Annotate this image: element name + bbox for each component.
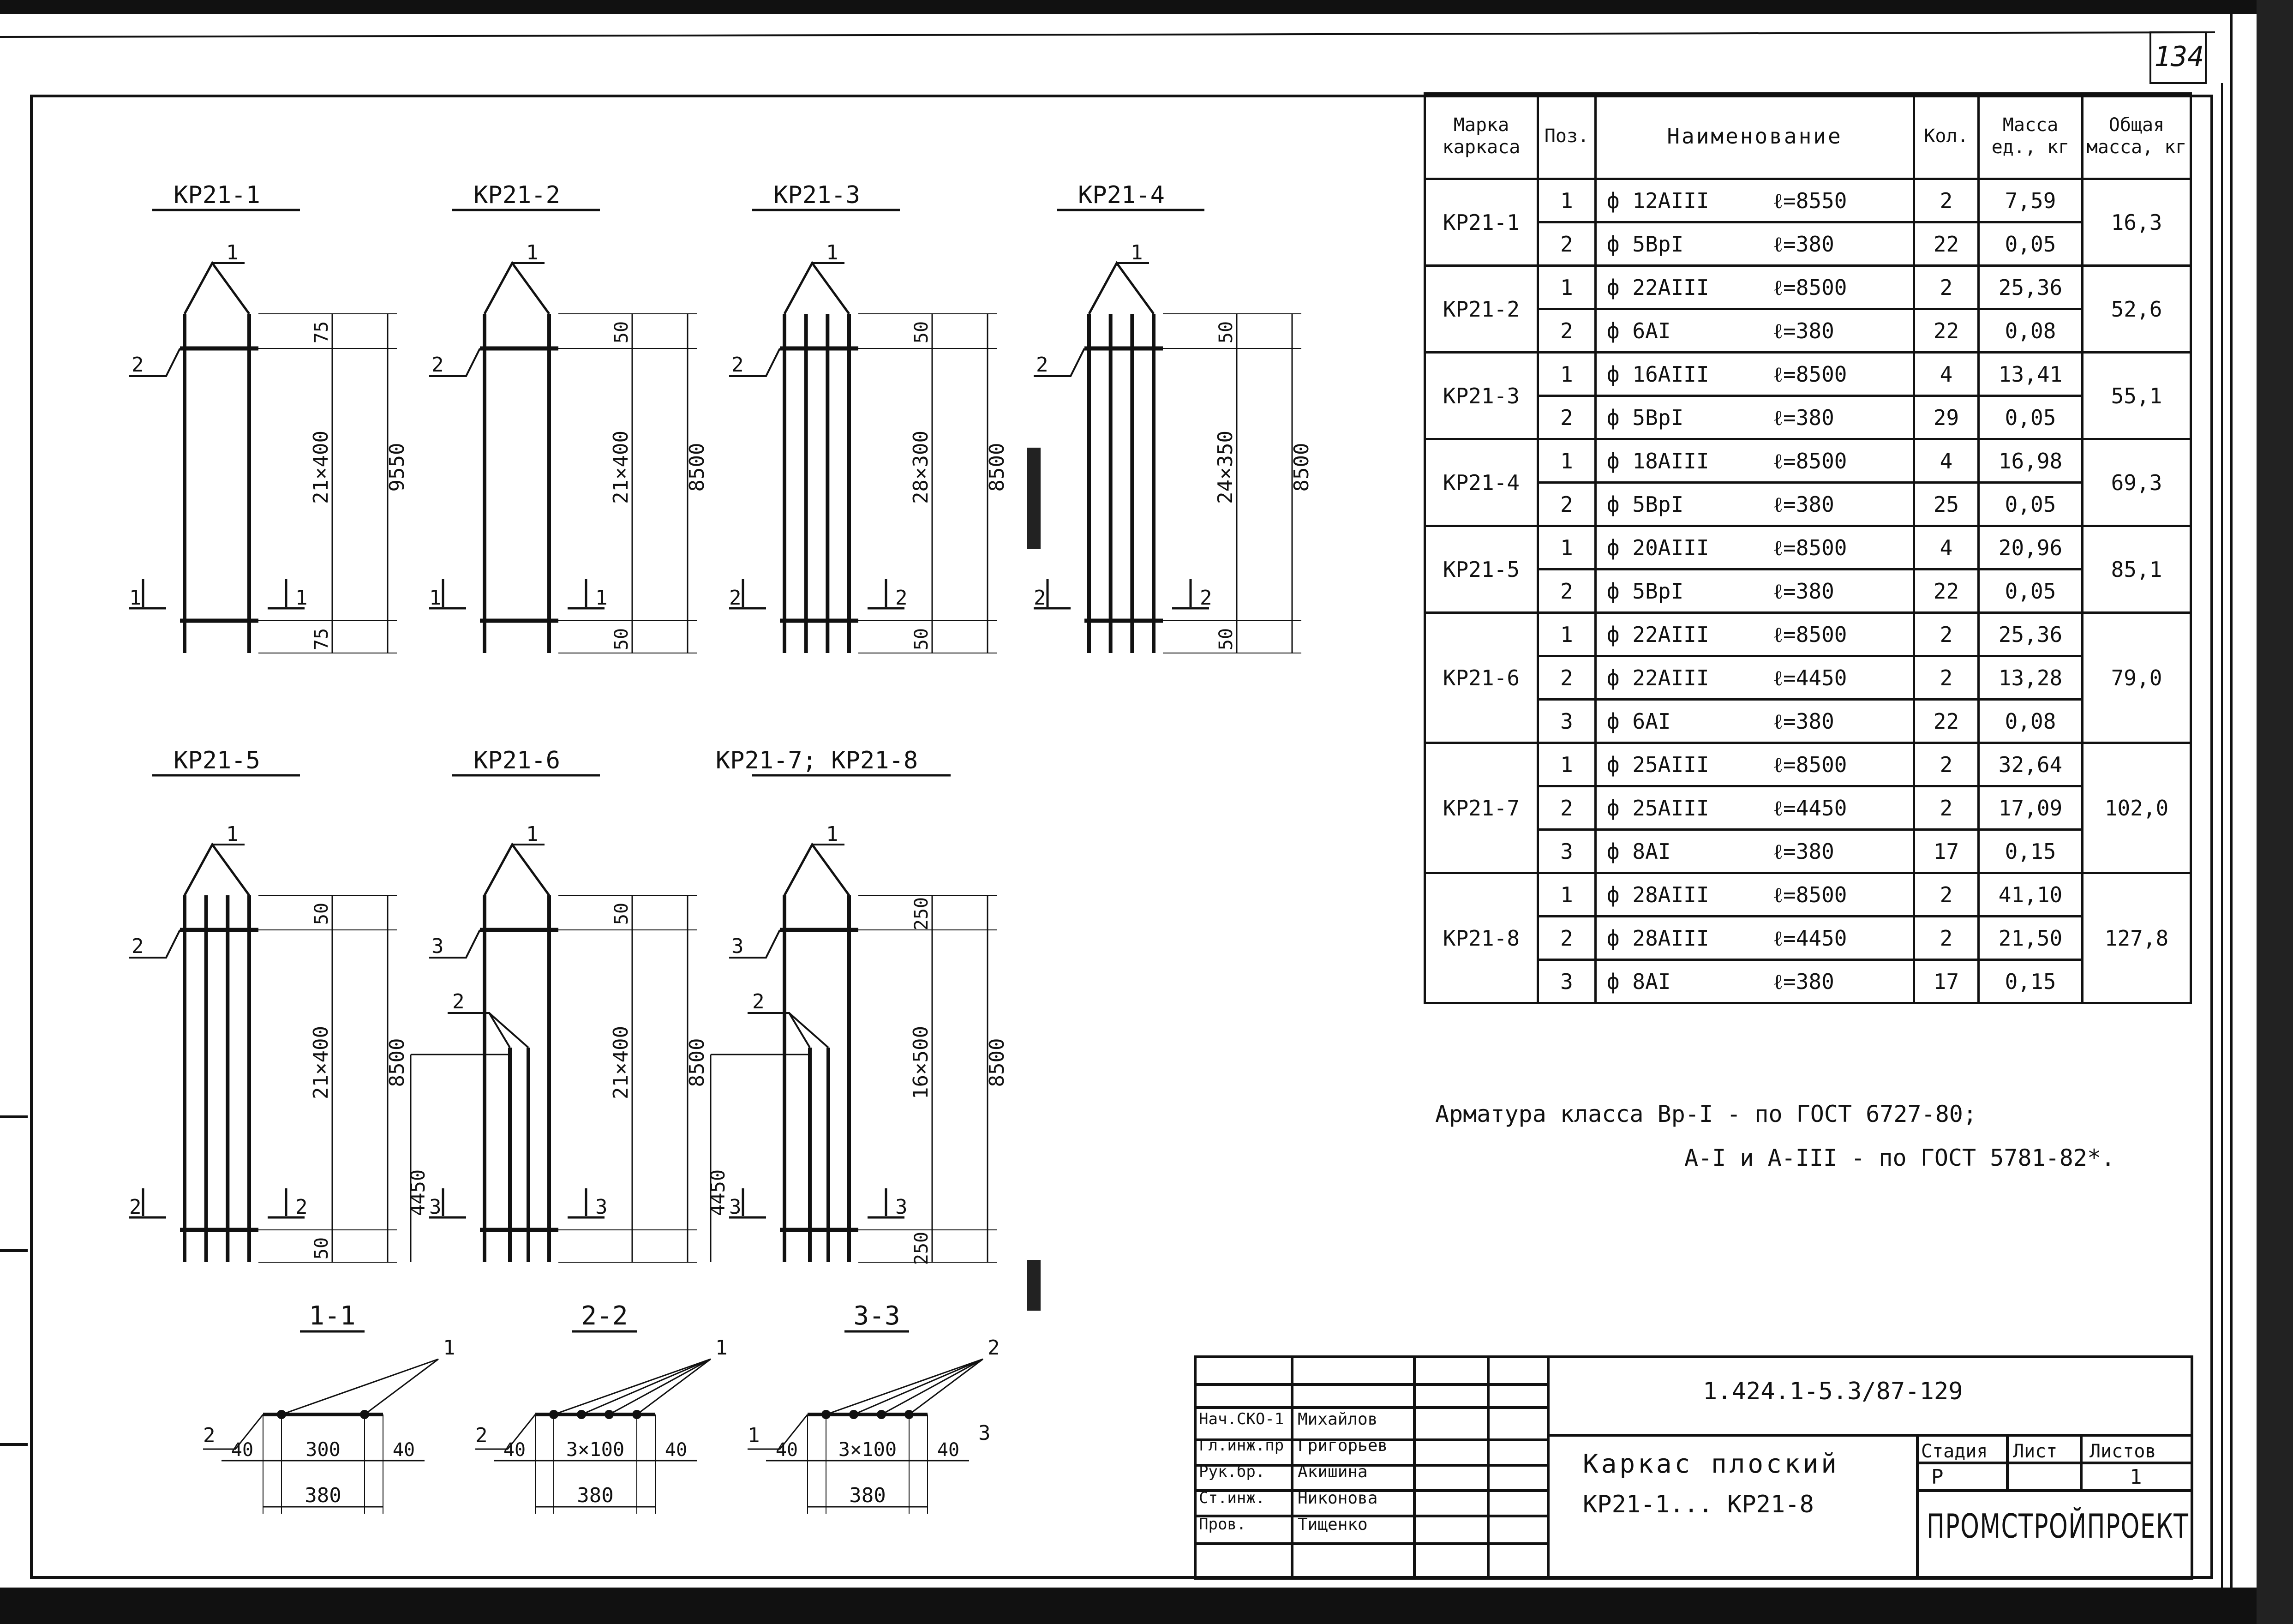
doc-title-2: КР21-1... КР21-8 xyxy=(1583,1491,1814,1518)
dim-mid: 300 xyxy=(305,1438,341,1461)
signer-role: Гл.инж.пр xyxy=(1199,1436,1284,1455)
cell-unit-mass: 0,15 xyxy=(1979,960,2083,1003)
bar-length: ℓ=8500 xyxy=(1773,535,1847,560)
dim-mid: 3×100 xyxy=(838,1438,897,1461)
bar-designation: ф 22АIII xyxy=(1607,622,1709,647)
cell-qty: 2 xyxy=(1914,656,1979,700)
dim-top: 50 xyxy=(611,321,632,344)
section-mark-left: 2 xyxy=(729,586,742,610)
cell-qty: 22 xyxy=(1914,569,1979,613)
label-crossbar: 2 xyxy=(1036,353,1048,377)
signer-name: Акишина xyxy=(1298,1462,1368,1481)
cell-pos: 2 xyxy=(1538,222,1596,266)
bar-length: ℓ=380 xyxy=(1773,231,1834,257)
cell-pos: 2 xyxy=(1538,786,1596,830)
dim-right: 40 xyxy=(665,1439,688,1461)
label-crossbar: 3 xyxy=(731,935,744,958)
dim-top: 50 xyxy=(911,321,932,344)
frame-title: КР21-7; КР21-8 xyxy=(715,747,918,774)
label-crossbar: 2 xyxy=(731,353,744,377)
cell-qty: 22 xyxy=(1914,222,1979,266)
section-title: 1-1 xyxy=(309,1301,356,1331)
label-a: 2 xyxy=(988,1336,1000,1360)
cell-total-mass: 69,3 xyxy=(2083,439,2191,526)
label-b: 2 xyxy=(475,1424,488,1447)
bar-length: ℓ=380 xyxy=(1773,491,1834,517)
cell-pos: 2 xyxy=(1538,656,1596,700)
bar-length: ℓ=8500 xyxy=(1773,361,1847,387)
section-mark-left: 1 xyxy=(129,586,142,610)
dim-bottom: 250 xyxy=(911,1231,932,1265)
dim-middle: 21×400 xyxy=(309,1026,333,1099)
section-mark-left: 3 xyxy=(729,1195,742,1219)
cell-pos: 1 xyxy=(1538,353,1596,396)
bar-length: ℓ=8500 xyxy=(1773,622,1847,647)
bar-designation: ф 5ВрI xyxy=(1607,491,1684,517)
cell-unit-mass: 25,36 xyxy=(1979,613,2083,656)
cell-qty: 17 xyxy=(1914,830,1979,873)
bar-designation: ф 22АIII xyxy=(1607,275,1709,300)
col-header-mark: Марка каркаса xyxy=(1425,94,1538,179)
dim-total: 380 xyxy=(577,1484,614,1507)
cell-unit-mass: 25,36 xyxy=(1979,266,2083,309)
bar-length: ℓ=8550 xyxy=(1773,188,1847,213)
bar-length: ℓ=380 xyxy=(1773,405,1834,430)
section-title: 3-3 xyxy=(853,1301,900,1331)
dim-4450: 4450 xyxy=(407,1169,429,1216)
cell-qty: 2 xyxy=(1914,873,1979,917)
label-b: 1 xyxy=(748,1424,760,1447)
label-pos-2: 2 xyxy=(752,990,765,1013)
dim-bottom: 50 xyxy=(311,1237,332,1260)
dim-bottom: 50 xyxy=(611,628,632,651)
dim-bottom: 50 xyxy=(1215,628,1237,651)
col-header-pos: Поз. xyxy=(1538,94,1596,179)
cell-mark: КР21-4 xyxy=(1425,439,1538,526)
label-crossbar: 2 xyxy=(132,353,144,377)
section-mark-right: 2 xyxy=(1200,586,1212,610)
dim-top: 50 xyxy=(311,902,332,925)
label-pos-1: 1 xyxy=(1131,241,1143,264)
cell-pos: 2 xyxy=(1538,483,1596,526)
bar-length: ℓ=8500 xyxy=(1773,275,1847,300)
dim-left: 40 xyxy=(775,1439,798,1461)
bar-length: ℓ=4450 xyxy=(1773,925,1847,951)
bar-length: ℓ=380 xyxy=(1773,578,1834,604)
label-pos-2: 2 xyxy=(452,990,465,1013)
label-crossbar: 2 xyxy=(431,353,444,377)
bar-length: ℓ=4450 xyxy=(1773,795,1847,821)
cell-unit-mass: 0,05 xyxy=(1979,222,2083,266)
signer-role: Нач.СКО-1 xyxy=(1199,1410,1284,1428)
col-header-unit-mass: Масса ед., кг xyxy=(1979,94,2083,179)
signer-name: Тищенко xyxy=(1298,1515,1368,1534)
cell-mark: КР21-7 xyxy=(1425,743,1538,873)
section-mark-right: 3 xyxy=(895,1195,908,1219)
label-pos-1: 1 xyxy=(826,241,838,264)
dim-mid: 3×100 xyxy=(566,1438,625,1461)
cell-pos: 1 xyxy=(1538,439,1596,483)
dim-total-label: 8500 xyxy=(685,1038,709,1087)
dim-top: 75 xyxy=(311,321,332,344)
cell-qty: 2 xyxy=(1914,917,1979,960)
bar-designation: ф 20АIII xyxy=(1607,535,1709,560)
cell-unit-mass: 0,08 xyxy=(1979,309,2083,353)
cell-mark: КР21-8 xyxy=(1425,873,1538,1003)
cell-qty: 2 xyxy=(1914,179,1979,222)
section-mark-left: 2 xyxy=(1034,586,1046,610)
cell-unit-mass: 16,98 xyxy=(1979,439,2083,483)
dim-middle: 24×350 xyxy=(1214,431,1237,504)
note-line-1: Арматура класса Вр-I - по ГОСТ 6727-80; xyxy=(1435,1101,1977,1127)
signer-name: Никонова xyxy=(1298,1489,1378,1508)
dim-middle: 21×400 xyxy=(609,431,633,504)
bar-designation: ф 18АIII xyxy=(1607,448,1709,473)
dim-middle: 21×400 xyxy=(309,431,333,504)
frame-title: КР21-2 xyxy=(473,181,560,209)
bar-length: ℓ=8500 xyxy=(1773,448,1847,473)
cell-qty: 4 xyxy=(1914,439,1979,483)
dim-total-label: 8500 xyxy=(1290,443,1313,492)
cell-qty: 2 xyxy=(1914,786,1979,830)
cell-unit-mass: 13,28 xyxy=(1979,656,2083,700)
stage-label: Стадия xyxy=(1921,1441,1988,1462)
section-mark-right: 3 xyxy=(595,1195,608,1219)
cell-pos: 3 xyxy=(1538,700,1596,743)
cell-qty: 2 xyxy=(1914,613,1979,656)
frame-title: КР21-6 xyxy=(473,747,560,774)
cell-unit-mass: 0,05 xyxy=(1979,396,2083,439)
bar-designation: ф 28АIII xyxy=(1607,925,1709,951)
label-crossbar: 3 xyxy=(431,935,444,958)
cell-total-mass: 127,8 xyxy=(2083,873,2191,1003)
sheet-number: 134 xyxy=(2154,41,2204,73)
section-mark-left: 2 xyxy=(129,1195,142,1219)
dim-right: 40 xyxy=(937,1439,960,1461)
cell-unit-mass: 0,15 xyxy=(1979,830,2083,873)
cell-total-mass: 55,1 xyxy=(2083,353,2191,439)
cell-qty: 22 xyxy=(1914,309,1979,353)
dim-top: 50 xyxy=(1215,321,1237,344)
signer-name: Михайлов xyxy=(1298,1410,1378,1429)
sheet-label: Лист xyxy=(2013,1441,2058,1462)
cell-pos: 2 xyxy=(1538,396,1596,439)
dim-left: 40 xyxy=(503,1439,526,1461)
cell-qty: 22 xyxy=(1914,700,1979,743)
cell-qty: 4 xyxy=(1914,353,1979,396)
frame-title: КР21-4 xyxy=(1078,181,1165,209)
cell-total-mass: 52,6 xyxy=(2083,266,2191,353)
bar-designation: ф 8АI xyxy=(1607,839,1671,864)
label-pos-1: 1 xyxy=(226,241,239,264)
bar-designation: ф 6АI xyxy=(1607,708,1671,734)
dim-total-label: 8500 xyxy=(985,443,1009,492)
cell-unit-mass: 32,64 xyxy=(1979,743,2083,786)
cell-unit-mass: 21,50 xyxy=(1979,917,2083,960)
dim-total-label: 8500 xyxy=(985,1038,1009,1087)
cell-unit-mass: 17,09 xyxy=(1979,786,2083,830)
note-line-2: А-I и А-III - по ГОСТ 5781-82*. xyxy=(1684,1145,2115,1171)
label-pos-1: 1 xyxy=(226,822,239,846)
cell-pos: 2 xyxy=(1538,569,1596,613)
col-header-total-mass: Общая масса, кг xyxy=(2083,94,2191,179)
dim-left: 40 xyxy=(231,1439,254,1461)
bar-length: ℓ=8500 xyxy=(1773,882,1847,907)
cell-mark: КР21-6 xyxy=(1425,613,1538,743)
bar-length: ℓ=380 xyxy=(1773,969,1834,994)
signer-role: Рук.бр. xyxy=(1199,1462,1265,1481)
bar-designation: ф 5ВрI xyxy=(1607,578,1684,604)
cell-qty: 25 xyxy=(1914,483,1979,526)
dim-total: 380 xyxy=(305,1484,341,1507)
cell-pos: 2 xyxy=(1538,917,1596,960)
cell-total-mass: 85,1 xyxy=(2083,526,2191,613)
cell-qty: 2 xyxy=(1914,266,1979,309)
cell-pos: 1 xyxy=(1538,266,1596,309)
cell-mark: КР21-1 xyxy=(1425,179,1538,266)
bar-designation: ф 16АIII xyxy=(1607,361,1709,387)
bar-length: ℓ=4450 xyxy=(1773,665,1847,690)
cell-unit-mass: 0,05 xyxy=(1979,483,2083,526)
frame-title: КР21-5 xyxy=(174,747,260,774)
stage-value: Р xyxy=(1931,1465,1944,1489)
signer-role: Ст.инж. xyxy=(1199,1489,1265,1507)
bar-designation: ф 28АIII xyxy=(1607,882,1709,907)
frame-title: КР21-1 xyxy=(174,181,260,209)
dim-bottom: 75 xyxy=(311,628,332,651)
cell-pos: 1 xyxy=(1538,613,1596,656)
section-mark-right: 1 xyxy=(595,586,608,610)
cell-qty: 29 xyxy=(1914,396,1979,439)
cell-mark: КР21-5 xyxy=(1425,526,1538,613)
col-header-qty: Кол. xyxy=(1914,94,1979,179)
sheets-label: Листов xyxy=(2089,1441,2156,1462)
cell-pos: 1 xyxy=(1538,526,1596,569)
cell-mark: КР21-3 xyxy=(1425,353,1538,439)
section-mark-left: 3 xyxy=(429,1195,442,1219)
signer-name: Григорьев xyxy=(1298,1436,1388,1455)
bar-length: ℓ=380 xyxy=(1773,839,1834,864)
cell-unit-mass: 7,59 xyxy=(1979,179,2083,222)
bar-length: ℓ=380 xyxy=(1773,318,1834,343)
cell-total-mass: 79,0 xyxy=(2083,613,2191,743)
doc-title-1: Каркас плоский xyxy=(1583,1449,1840,1479)
label-a: 1 xyxy=(715,1336,728,1360)
bar-designation: ф 22АIII xyxy=(1607,665,1709,690)
label-a: 1 xyxy=(443,1336,455,1360)
dim-middle: 28×300 xyxy=(909,431,933,504)
bar-designation: ф 5ВрI xyxy=(1607,405,1684,430)
cell-pos: 2 xyxy=(1538,309,1596,353)
label-c: 3 xyxy=(978,1421,991,1445)
dim-middle: 16×500 xyxy=(909,1026,933,1099)
col-header-name: Наименование xyxy=(1596,94,1914,179)
cell-qty: 17 xyxy=(1914,960,1979,1003)
dim-4450: 4450 xyxy=(706,1169,729,1216)
section-mark-right: 2 xyxy=(895,586,908,610)
cell-unit-mass: 13,41 xyxy=(1979,353,2083,396)
bar-designation: ф 6АI xyxy=(1607,318,1671,343)
frame-title: КР21-3 xyxy=(773,181,860,209)
cell-pos: 1 xyxy=(1538,873,1596,917)
dim-bottom: 50 xyxy=(911,628,932,651)
label-crossbar: 2 xyxy=(132,935,144,958)
dim-total-label: 9550 xyxy=(385,443,409,492)
cell-unit-mass: 0,08 xyxy=(1979,700,2083,743)
dim-middle: 21×400 xyxy=(609,1026,633,1099)
section-title: 2-2 xyxy=(581,1301,628,1331)
cell-qty: 4 xyxy=(1914,526,1979,569)
section-mark-left: 1 xyxy=(429,586,442,610)
bar-designation: ф 25АIII xyxy=(1607,795,1709,821)
cell-pos: 1 xyxy=(1538,743,1596,786)
dim-total: 380 xyxy=(849,1484,886,1507)
cell-pos: 1 xyxy=(1538,179,1596,222)
cell-mark: КР21-2 xyxy=(1425,266,1538,353)
bar-designation: ф 25АIII xyxy=(1607,752,1709,777)
dim-right: 40 xyxy=(392,1439,415,1461)
section-mark-right: 2 xyxy=(295,1195,308,1219)
cell-pos: 3 xyxy=(1538,960,1596,1003)
label-pos-1: 1 xyxy=(526,241,539,264)
cell-pos: 3 xyxy=(1538,830,1596,873)
dim-top: 250 xyxy=(911,897,932,931)
signer-role: Пров. xyxy=(1199,1515,1246,1534)
label-pos-1: 1 xyxy=(526,822,539,846)
cell-unit-mass: 0,05 xyxy=(1979,569,2083,613)
cell-unit-mass: 20,96 xyxy=(1979,526,2083,569)
cell-unit-mass: 41,10 xyxy=(1979,873,2083,917)
bar-designation: ф 12АIII xyxy=(1607,188,1709,213)
cell-qty: 2 xyxy=(1914,743,1979,786)
dim-total-label: 8500 xyxy=(385,1038,409,1087)
dim-total-label: 8500 xyxy=(685,443,709,492)
section-mark-right: 1 xyxy=(295,586,308,610)
bar-length: ℓ=380 xyxy=(1773,708,1834,734)
cell-total-mass: 16,3 xyxy=(2083,179,2191,266)
bar-designation: ф 5ВрI xyxy=(1607,231,1684,257)
organization: ПРОМСТРОЙПРОЕКТ xyxy=(1927,1507,2189,1546)
bar-designation: ф 8АI xyxy=(1607,969,1671,994)
dim-top: 50 xyxy=(611,902,632,925)
cell-total-mass: 102,0 xyxy=(2083,743,2191,873)
sheets-value: 1 xyxy=(2130,1465,2142,1489)
bar-length: ℓ=8500 xyxy=(1773,752,1847,777)
label-pos-1: 1 xyxy=(826,822,838,846)
label-b: 2 xyxy=(203,1424,216,1447)
doc-code: 1.424.1-5.3/87-129 xyxy=(1703,1378,1963,1405)
